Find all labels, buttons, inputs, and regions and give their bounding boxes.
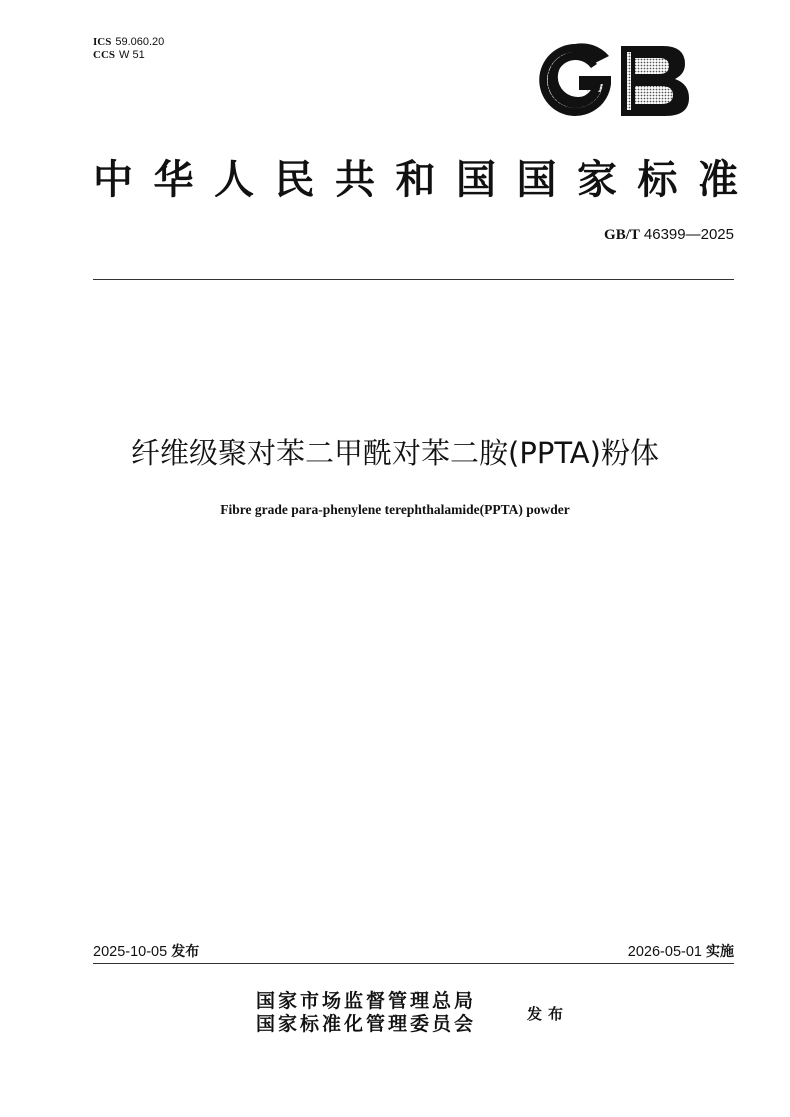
ccs-label: CCS [93,49,116,61]
country-char: 准 [698,156,738,203]
country-char: 家 [577,156,617,203]
country-char: 和 [395,156,436,203]
effective-date: 2026-05-01 [627,944,702,960]
standard-prefix: GB/T [604,227,640,243]
ccs-line [93,49,164,62]
country-char: 华 [153,156,194,203]
standard-number [604,226,734,244]
issue-date-line [93,941,199,961]
issuer-line-1: 国家市场监督管理总局 [256,990,477,1012]
country-char: 标 [637,156,678,203]
national-standard-title [93,148,738,205]
country-char: 民 [274,156,315,203]
publish-label: 发布 [527,1005,570,1023]
top-divider [93,279,734,280]
ics-label: ICS [93,36,112,48]
country-char: 共 [335,156,375,203]
classification-codes [93,36,164,62]
country-char: 国 [456,156,496,203]
title-english: Fibre grade para-phenylene terephthalamide(PPTA) powder [220,502,570,517]
issuer-line-2: 国家标准化管理委员会 [256,1013,477,1035]
country-char: 中 [93,156,133,203]
effective-date-line [628,941,734,961]
ics-line [93,36,164,49]
bottom-divider [93,963,734,964]
issue-date: 2025-10-05 [93,944,168,960]
gb-logo [535,40,691,120]
ics-code: 59.060.20 [115,36,165,48]
effective-word: 实施 [706,944,734,960]
ccs-code: W 51 [119,49,145,61]
standard-number-value: 46399—2025 [643,226,734,243]
country-char: 人 [214,156,254,203]
issuing-organizations [256,990,476,1036]
country-char: 国 [516,156,557,203]
title-chinese: 纤维级聚对苯二甲酰对苯二胺(PPTA)粉体 [131,436,659,470]
issue-word: 发布 [171,944,200,960]
